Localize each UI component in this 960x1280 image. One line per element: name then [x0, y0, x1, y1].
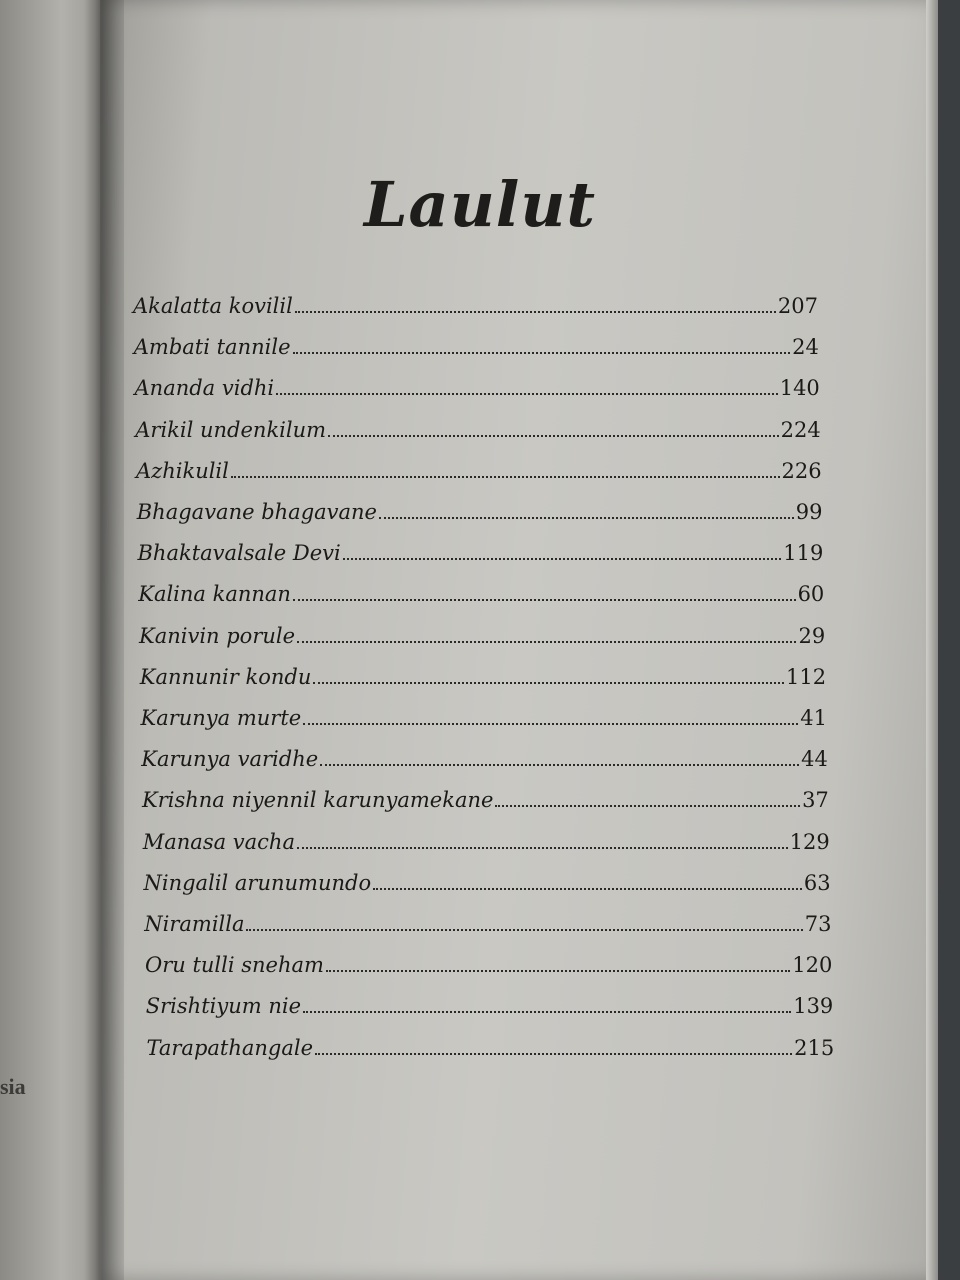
toc-entry-page-number: 63: [803, 870, 831, 895]
page-title: Laulut: [363, 168, 597, 241]
toc-entry: [133, 294, 818, 324]
toc-entry-page-number: 112: [786, 664, 827, 689]
dot-leader: [297, 640, 796, 643]
toc-entry-page-number: 140: [779, 376, 820, 401]
toc-entry-title: Krishna niyennil karunyamekane: [142, 788, 494, 813]
dot-leader: [495, 804, 800, 807]
toc-entry-page-number: 24: [792, 335, 819, 360]
toc-entry: [145, 953, 832, 983]
toc-entry-title: Akalatta kovilil: [133, 294, 293, 318]
toc-entry-page-number: 60: [797, 582, 825, 607]
toc-entry: [146, 994, 834, 1024]
dot-leader: [343, 557, 782, 560]
toc-entry: [142, 788, 829, 818]
dot-leader: [295, 310, 776, 313]
toc-entry-page-number: 226: [781, 458, 822, 483]
toc-entry-title: Kalina kannan: [138, 582, 291, 607]
toc-entry-title: Manasa vacha: [142, 829, 295, 854]
dot-leader: [313, 681, 784, 684]
left-page-fragment: sia: [0, 1074, 26, 1099]
toc-entry: [134, 335, 819, 365]
toc-entry: [144, 912, 831, 942]
toc-entry-title: Bhagavane bhagavane: [136, 500, 377, 524]
toc-entry: [136, 459, 822, 489]
toc-entry: [147, 1036, 835, 1066]
toc-entry: [137, 500, 823, 530]
dot-leader: [297, 846, 788, 849]
toc-entry-title: Ningalil arunumundo: [143, 870, 372, 895]
toc-entry-title: Bhaktavalsale Devi: [137, 541, 341, 566]
toc-entry-page-number: 44: [801, 747, 828, 772]
toc-entry-page-number: 215: [794, 1035, 835, 1060]
toc-entry-title: Ananda vidhi: [134, 376, 275, 401]
dot-leader: [246, 928, 802, 931]
toc-entry: [140, 665, 826, 695]
dot-leader: [315, 1052, 792, 1055]
toc-entry-page-number: 41: [800, 706, 827, 730]
toc-entry: [138, 541, 824, 571]
dot-leader: [328, 434, 779, 437]
toc-entry-title: Kannunir kondu: [139, 664, 312, 689]
dot-leader: [231, 475, 780, 478]
dot-leader: [373, 887, 802, 890]
toc-entry-page-number: 73: [804, 912, 832, 936]
dot-leader: [303, 1010, 791, 1013]
toc-entry-title: Srishtiyum nie: [145, 994, 301, 1019]
toc-entry: [135, 376, 820, 406]
toc-entry-page-number: 99: [795, 500, 823, 524]
toc-entry-page-number: 29: [798, 623, 826, 648]
toc-entry: [143, 830, 830, 860]
toc-entry-title: Karunya varidhe: [141, 747, 319, 772]
dot-leader: [293, 598, 796, 601]
toc-entry-page-number: 120: [792, 953, 833, 978]
dot-leader: [379, 516, 794, 519]
dot-leader: [293, 351, 791, 354]
toc-entry-title: Karunya murte: [140, 706, 302, 730]
toc-entry: [141, 747, 828, 777]
toc-entry-page-number: 139: [793, 994, 834, 1019]
toc-entry: [139, 624, 825, 654]
toc-entry-title: Niramilla: [144, 912, 245, 936]
dot-leader: [303, 722, 798, 725]
dot-leader: [326, 969, 790, 972]
toc-entry-page-number: 129: [789, 829, 830, 854]
toc-entry-title: Kanivin porule: [139, 623, 296, 648]
toc-entry: [144, 871, 831, 901]
toc-entry-page-number: 37: [802, 788, 829, 813]
toc-entry-title: Ambati tannile: [133, 335, 291, 360]
toc-entry-title: Arikil undenkilum: [135, 417, 327, 442]
toc-entry: [138, 582, 824, 612]
toc-entry-page-number: 207: [777, 294, 818, 318]
toc-entry-page-number: 224: [780, 417, 821, 442]
toc-entry-page-number: 119: [783, 541, 824, 566]
dot-leader: [320, 763, 799, 766]
dot-leader: [276, 392, 778, 395]
toc-entry: [141, 706, 828, 736]
toc-entry: [135, 418, 820, 448]
toc-entry-title: Oru tulli sneham: [145, 953, 324, 978]
toc-entry-title: Azhikulil: [136, 458, 229, 483]
toc-entry-title: Tarapathangale: [146, 1035, 314, 1060]
